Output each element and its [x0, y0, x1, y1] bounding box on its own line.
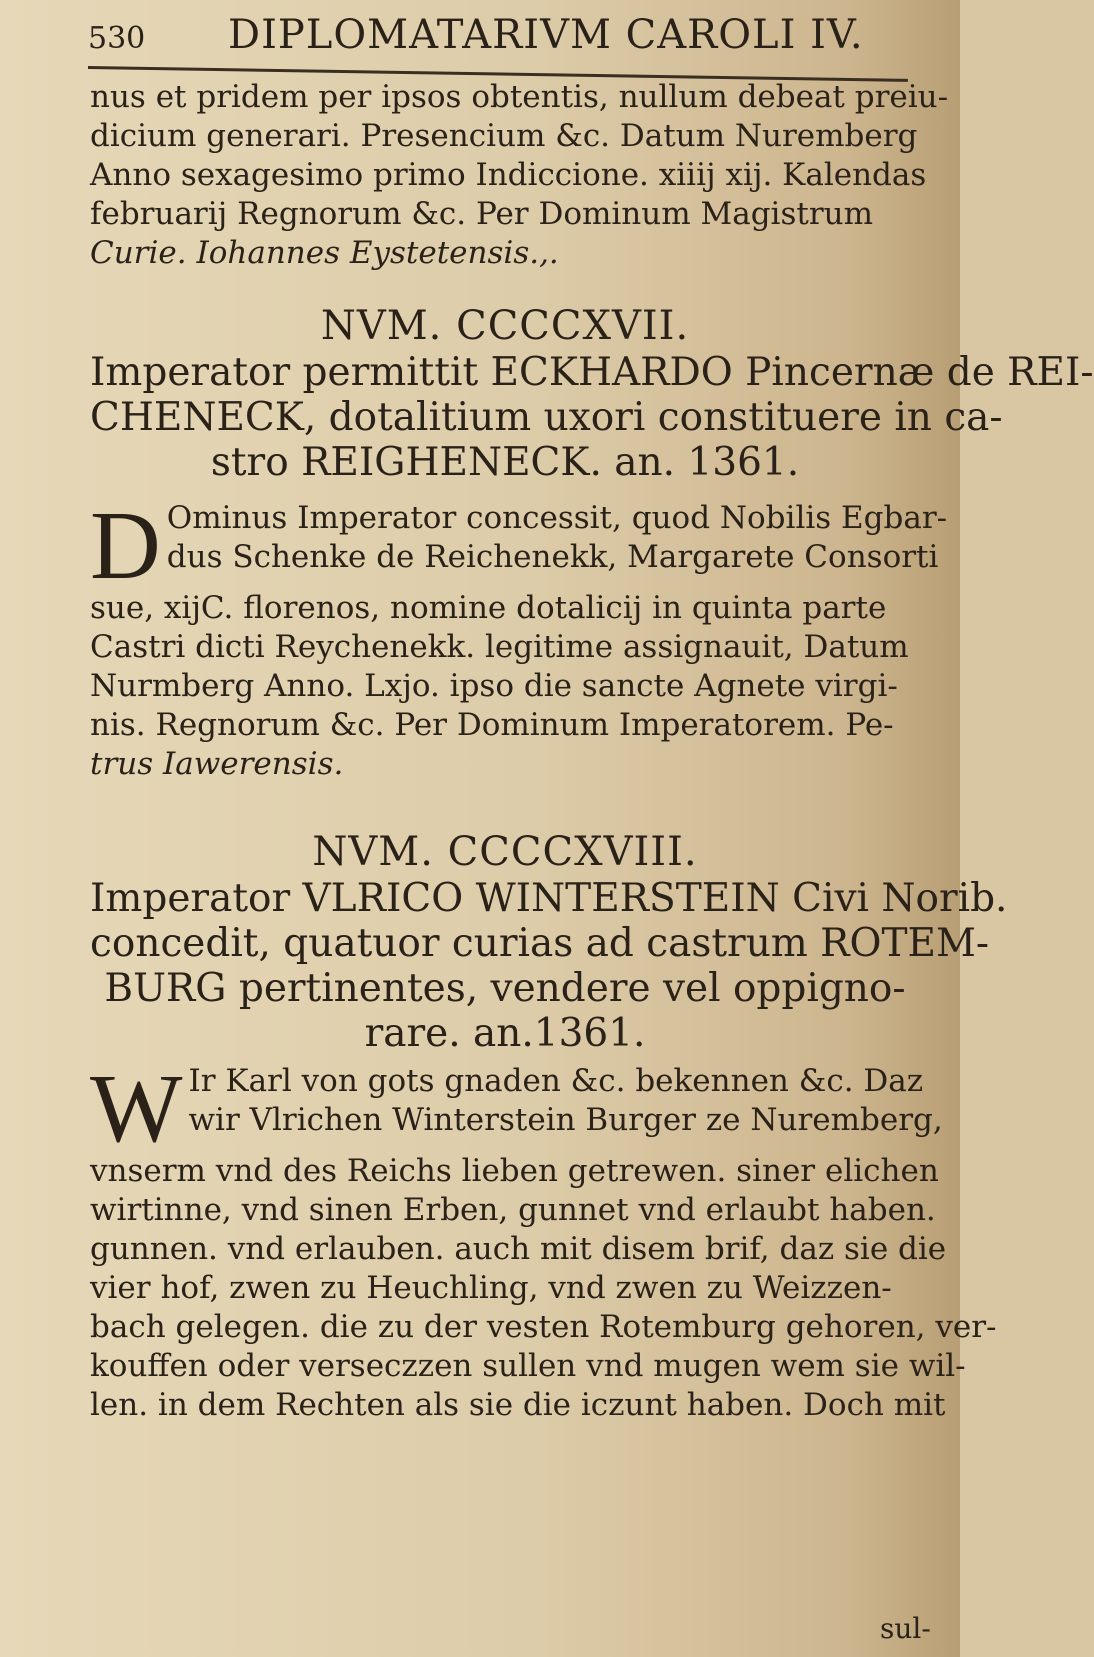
text-line: Anno sexagesimo primo Indiccione. xiiij xij. Kalendas: [90, 157, 927, 193]
text-line: Ominus Imperator concessit, quod Nobilis Egbar-: [166, 500, 948, 536]
document-body: [90, 492, 948, 784]
text-line: februarij Regnorum &c. Per Dominum Magistrum: [90, 196, 874, 232]
text-line: gunnen. vnd erlauben. auch mit disem brif, daz sie die: [90, 1231, 947, 1267]
document-417: [90, 302, 1094, 784]
page-number: 530: [88, 21, 146, 56]
text-line: sue, xijC. florenos, nomine dotalicij in quinta parte: [90, 590, 887, 626]
text-line: kouffen oder verseczzen sullen vnd mugen wem sie wil-: [90, 1348, 966, 1384]
summary-line: concedit, quatuor curias ad castrum ROTEM-: [90, 921, 990, 966]
running-title: DIPLOMATARIVM CAROLI IV.: [228, 12, 864, 58]
drop-initial: W: [90, 1055, 183, 1163]
text-line: bach gelegen. die zu der vesten Rotemburg gehoren, ver-: [90, 1309, 997, 1345]
continuation-text: [90, 78, 949, 273]
text-line: Ir Karl von gots gnaden &c. bekennen &c. Daz: [188, 1063, 924, 1099]
document-body: [90, 1055, 997, 1425]
text-line: trus Iawerensis.: [90, 746, 344, 782]
page-header: [88, 12, 908, 68]
drop-initial: D: [90, 492, 161, 600]
text-line: Curie. Iohannes Eystetensis.,.: [90, 235, 559, 271]
document-number: NVM. CCCCXVII.: [320, 303, 690, 349]
summary-line: BURG pertinentes, vendere vel oppigno-: [104, 966, 906, 1011]
summary-line: rare. an.1361.: [364, 1011, 646, 1056]
text-line: len. in dem Rechten als sie die iczunt haben. Doch mit: [90, 1387, 946, 1423]
text-line: wir Vlrichen Winterstein Burger ze Nuremberg,: [188, 1102, 943, 1138]
text-line: vier hof, zwen zu Heuchling, vnd zwen zu Weizzen-: [90, 1270, 892, 1306]
text-line: vnserm vnd des Reichs lieben getrewen. siner elichen: [90, 1153, 939, 1189]
text-line: nus et pridem per ipsos obtentis, nullum debeat preiu-: [90, 79, 949, 115]
text-line: Castri dicti Reychenekk. legitime assignauit, Datum: [90, 629, 909, 665]
summary-line: Imperator VLRICO WINTERSTEIN Civi Norib.: [90, 876, 1008, 921]
summary-line: stro REIGHENECK. an. 1361.: [210, 440, 800, 485]
catchword: sul-: [880, 1612, 931, 1645]
text-line: wirtinne, vnd sinen Erben, gunnet vnd erlaubt haben.: [90, 1192, 936, 1228]
summary-line: Imperator permittit ECKHARDO Pincernæ de REI-: [90, 350, 1094, 395]
document-number: NVM. CCCCXVIII.: [312, 829, 698, 875]
text-line: dus Schenke de Reichenekk, Margarete Consorti: [166, 539, 939, 575]
summary-line: CHENECK, dotalitium uxori constituere in ca-: [90, 395, 1003, 440]
text-line: Nurmberg Anno. Lxjo. ipso die sancte Agnete virgi-: [90, 668, 898, 704]
document-418: [90, 828, 1008, 1425]
text-line: nis. Regnorum &c. Per Dominum Imperatorem. Pe-: [90, 707, 894, 743]
text-line: dicium generari. Presencium &c. Datum Nuremberg: [90, 118, 918, 154]
